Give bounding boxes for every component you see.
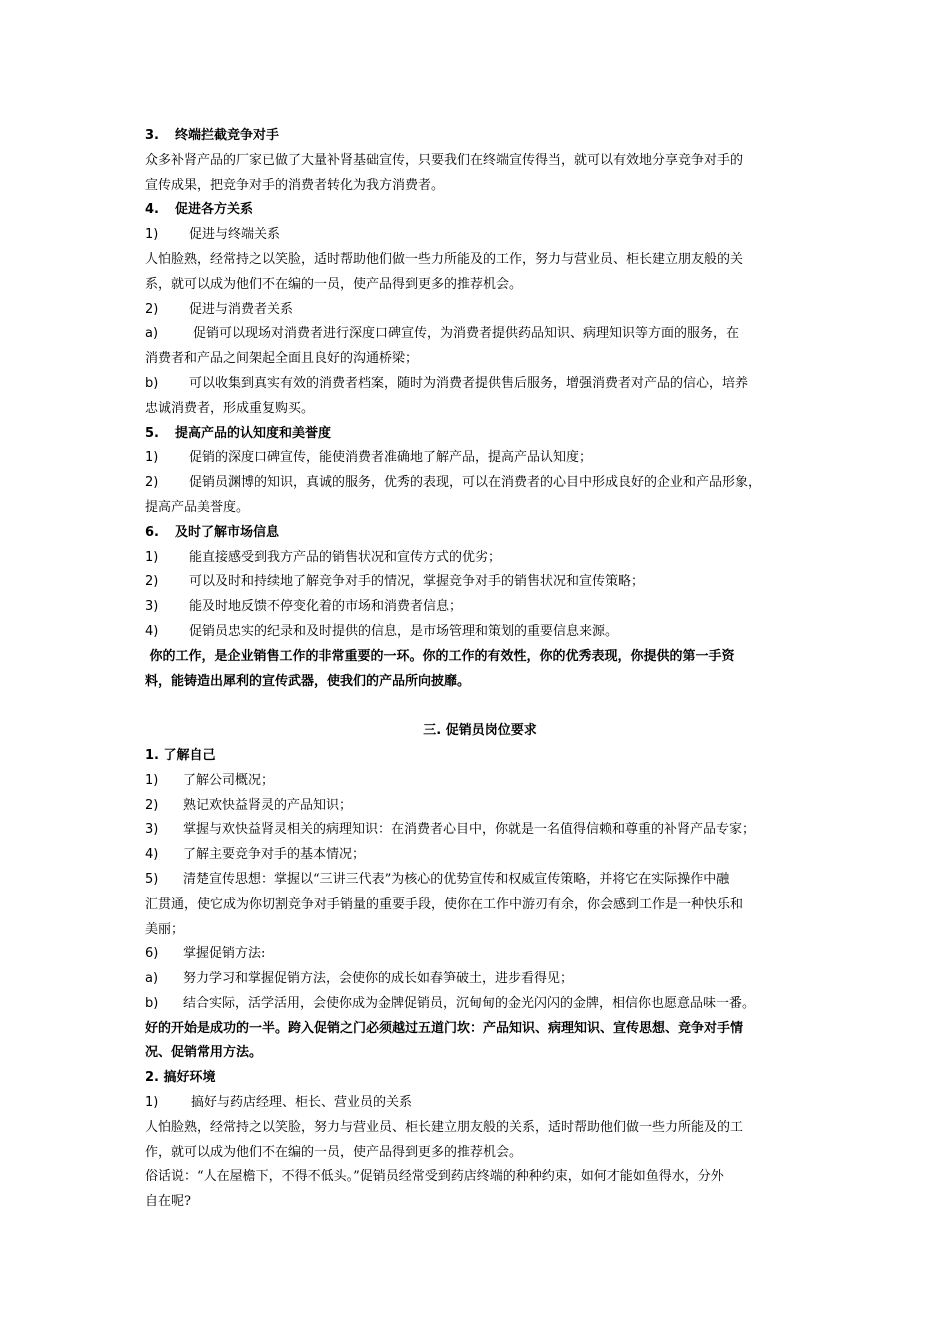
list-item: 6) 掌握促销方法:	[145, 946, 266, 962]
subsection-heading-1: 1. 了解自己	[145, 747, 216, 763]
list-item: 4) 促销员忠实的纪录和及时提供的信息，是市场管理和策划的重要信息来源。	[145, 623, 619, 639]
paragraph: 忠诚消费者，形成重复购买。	[145, 400, 315, 416]
spacer	[145, 694, 815, 719]
paragraph: 提高产品美誉度。	[145, 499, 250, 515]
list-item: a) 促销可以现场对消费者进行深度口碑宣传，为消费者提供药品知识、病理知识等方面的服务，在	[145, 326, 740, 342]
list-item: 1) 了解公司概况；	[145, 772, 275, 788]
list-item: 1) 促销的深度口碑宣传，能使消费者准确地了解产品，提高产品认知度；	[145, 450, 593, 466]
list-item: 5) 清楚宣传思想：掌握以“三讲三代表”为核心的优势宣传和权威宣传策略，并将它在实际操作中融	[145, 871, 730, 887]
paragraph: 宣传成果，把竞争对手的消费者转化为我方消费者。	[145, 177, 445, 193]
bold-summary: 你的工作，是企业销售工作的非常重要的一环。你的工作的有效性，你的优秀表现，你提供的第一手资	[145, 648, 735, 664]
bold-summary: 好的开始是成功的一半。跨入促销之门必须越过五道门坎：产品知识、病理知识、宣传思想、竞争对手情	[145, 1020, 744, 1036]
subsection-heading-2: 2. 搞好环境	[145, 1070, 216, 1086]
section-heading-5: 5. 提高产品的认知度和美誉度	[145, 425, 332, 441]
paragraph: 人怕脸熟，经常持之以笑脸，努力与营业员、柜长建立朋友般的关系，适时帮助他们做一些力所能及的工	[145, 1119, 744, 1135]
bold-summary: 况、促销常用方法。	[145, 1045, 263, 1061]
paragraph: 众多补肾产品的厂家已做了大量补肾基础宣传，只要我们在终端宣传得当，就可以有效地分享竞争对手的	[145, 152, 744, 168]
list-item: b) 可以收集到真实有效的消费者档案，随时为消费者提供售后服务，增强消费者对产品的信心，培养	[145, 375, 749, 391]
list-item: 2) 可以及时和持续地了解竞争对手的情况，掌握竞争对手的销售状况和宣传策略；	[145, 574, 645, 590]
document-page	[145, 124, 815, 1215]
list-item: 3) 掌握与欢快益肾灵相关的病理知识：在消费者心目中，你就是一名值得信赖和尊重的补肾产品专家；	[145, 822, 756, 838]
section-heading-3: 3. 终端拦截竞争对手	[145, 128, 280, 143]
list-item: 1) 搞好与药店经理、柜长、营业员的关系	[145, 1095, 413, 1111]
list-item: 2) 促销员渊博的知识，真诚的服务，优秀的表现，可以在消费者的心目中形成良好的企业和产品形象，	[145, 475, 762, 491]
section-heading-4: 4. 促进各方关系	[145, 202, 254, 218]
section-heading-6: 6. 及时了解市场信息	[145, 524, 280, 540]
paragraph: 俗话说：“人在屋檐下，不得不低头。”促销员经常受到药店终端的种种约束，如何才能如鱼得水，分外	[145, 1169, 724, 1185]
list-item: 2) 促进与消费者关系	[145, 301, 294, 317]
paragraph: 作，就可以成为他们不在编的一员，使产品得到更多的推荐机会。	[145, 1144, 523, 1160]
chapter-title: 三. 促销员岗位要求	[423, 723, 537, 739]
paragraph: 美丽；	[145, 921, 185, 937]
list-item: 2) 熟记欢快益肾灵的产品知识；	[145, 797, 353, 813]
paragraph: 自在呢?	[145, 1194, 191, 1210]
list-item: a) 努力学习和掌握促销方法，会使你的成长如春笋破土，进步看得见；	[145, 971, 574, 987]
paragraph: 人怕脸熟，经常持之以笑脸，适时帮助他们做一些力所能及的工作，努力与营业员、柜长建立朋友般的关	[145, 251, 744, 267]
list-item: 1) 促进与终端关系	[145, 227, 281, 243]
bold-summary: 料，能铸造出犀利的宣传武器，使我们的产品所向披靡。	[145, 673, 471, 689]
list-item: b) 结合实际，活学活用，会使你成为金牌促销员，沉甸甸的金光闪闪的金牌，相信你也愿意品味一番。	[145, 995, 756, 1011]
list-item: 4) 了解主要竞争对手的基本情况；	[145, 847, 366, 863]
list-item: 3) 能及时地反馈不停变化着的市场和消费者信息；	[145, 599, 463, 615]
paragraph: 汇贯通，使它成为你切割竞争对手销量的重要手段，使你在工作中游刃有余，你会感到工作是一种快乐和	[145, 896, 744, 912]
paragraph: 消费者和产品之间架起全面且良好的沟通桥梁；	[145, 351, 419, 367]
list-item: 1) 能直接感受到我方产品的销售状况和宣传方式的优劣；	[145, 549, 502, 565]
paragraph: 系，就可以成为他们不在编的一员，使产品得到更多的推荐机会。	[145, 276, 523, 292]
